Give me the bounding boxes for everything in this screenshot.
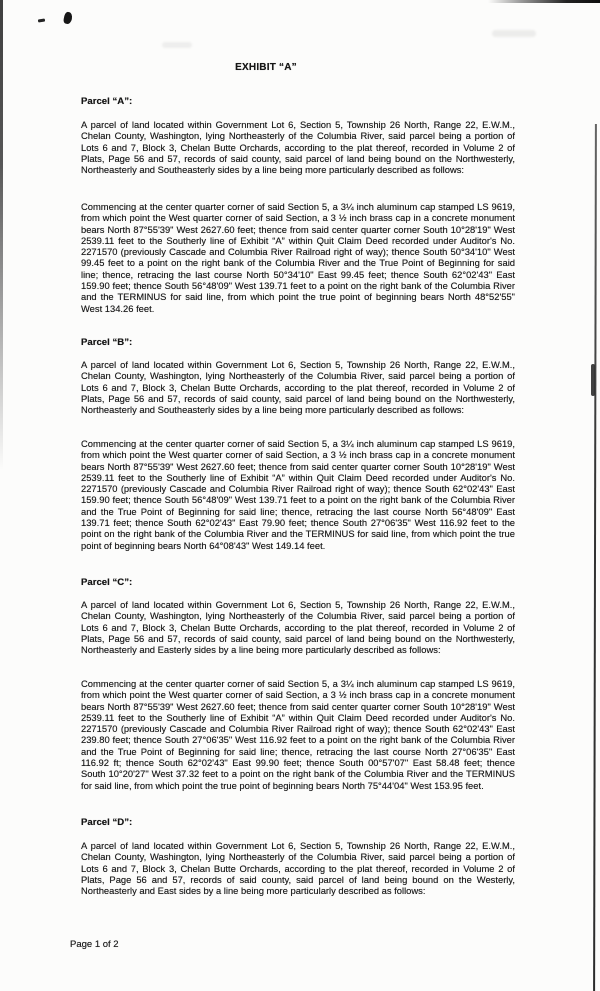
- page-number: Page 1 of 2: [70, 939, 119, 950]
- scan-smudge: [162, 42, 192, 48]
- parcel-a-paragraph-1: A parcel of land located within Government Lot 6, Section 5, Township 26 North, Range 22, E.W.M., Chelan County, Washington, lying Northeasterly of the Columbia River, said parcel being a portion of Lots 6 and 7, Block 3, Chelan Butte Orchards, according to the plat thereof, recorded in Volume 2 of Plats, Page 56 and 57, records of said county, said parcel of land being bound on the Northwesterly, Northeasterly and Southeasterly sides by a line being more particularly described as follows:: [81, 119, 515, 176]
- parcel-c-heading: Parcel “C”:: [81, 577, 133, 588]
- pen-mark-blob: [63, 11, 73, 24]
- parcel-a-paragraph-2: Commencing at the center quarter corner of said Section 5, a 3¼ inch aluminum cap stamped LS 9619, from which point the West quarter corner of said Section, a 3 ½ inch brass cap in a concrete monument bears North 87°55'39" West 2627.60 feet; thence from said center quarter corner South 10°28'19" West 2539.11 feet to the Southerly line of Exhibit “A” within Quit Claim Deed recorded under Auditor's No. 2271570 (previously Cascade and Columbia River Railroad right of way); thence South 50°34'10" West 99.45 feet to a point on the right bank of the Columbia River and the True Point of Beginning for said line; thence, retracing the last course North 50°34'10" East 99.45 feet; thence South 62°02'43" East 159.90 feet; thence South 56°48'09" West 139.71 feet to a point on the right bank of the Columbia River and the TERMINUS for said line, from which point the true point of beginning bears North 48°52'55" West 134.26 feet.: [81, 201, 515, 314]
- parcel-a-heading: Parcel “A”:: [81, 96, 133, 107]
- document-title: EXHIBIT “A”: [235, 62, 297, 73]
- parcel-b-heading: Parcel “B”:: [81, 337, 133, 348]
- parcel-c-paragraph-2: Commencing at the center quarter corner of said Section 5, a 3¼ inch aluminum cap stamped LS 9619, from which point the West quarter corner of said Section, a 3 ½ inch brass cap in a concrete monument bears North 87°55'39" West 2627.60 feet; thence from said center quarter corner South 10°28'19" West 2539.11 feet to the Southerly line of Exhibit “A” within Quit Claim Deed recorded under Auditor's No. 2271570 (previously Cascade and Columbia River Railroad right of way); thence South 62°02'43" East 239.80 feet; thence South 27°06'35" West 116.92 feet to a point on the right bank of the Columbia River and the True Point of Beginning for said line; thence, retracing the last course North 27°06'35" East 116.92 ft; thence South 62°02'43" East 99.90 feet; thence South 00°57'07" East 58.48 feet; thence South 10°20'27" West 37.32 feet to a point on the right bank of the Columbia River and the TERMINUS for said line, from which point the true point of beginning bears North 75°44'04" West 153.95 feet.: [81, 678, 515, 791]
- pen-mark-dash: [38, 19, 45, 23]
- parcel-c-paragraph-1: A parcel of land located within Government Lot 6, Section 5, Township 26 North, Range 22, E.W.M., Chelan County, Washington, lying Northeasterly of the Columbia River, said parcel being a portion of Lots 6 and 7, Block 3, Chelan Butte Orchards, according to the plat thereof, recorded in Volume 2 of Plats, Page 56 and 57, records of said county, said parcel of land being bound on the Northwesterly, Northeasterly and Easterly sides by a line being more particularly described as follows:: [81, 599, 515, 656]
- scan-smudge: [492, 30, 536, 37]
- parcel-b-paragraph-2: Commencing at the center quarter corner of said Section 5, a 3¼ inch aluminum cap stamped LS 9619, from which point the West quarter corner of said Section, a 3 ½ inch brass cap in a concrete monument bears North 87°55'39" West 2627.60 feet; thence from said center quarter corner South 10°28'19" West 2539.11 feet to the Southerly line of Exhibit “A” within Quit Claim Deed recorded under Auditor's No. 2271570 (previously Cascade and Columbia River Railroad right of way); thence South 62°02'43" East 159.90 feet; thence South 56°48'09" West 139.71 feet to a point on the right bank of the Columbia River and the True Point of Beginning for said line; thence, retracing the last course North 56°48'09" East 139.71 feet; thence South 62°02'43" East 79.90 feet; thence South 27°06'35" West 116.92 feet to the point on the right bank of the Columbia River and the TERMINUS for said line, from which point the true point of beginning bears North 64°08'43" West 149.14 feet.: [81, 438, 515, 551]
- scan-edge-top-right-band: [488, 0, 600, 3]
- parcel-b-paragraph-1: A parcel of land located within Government Lot 6, Section 5, Township 26 North, Range 22, E.W.M., Chelan County, Washington, lying Northeasterly of the Columbia River, said parcel being a portion of Lots 6 and 7, Block 3, Chelan Butte Orchards, according to the plat thereof, recorded in Volume 2 of Plats, Page 56 and 57, records of said county, said parcel of land being bound on the Northwesterly, Northeasterly and Southeasterly sides by a line being more particularly described as follows:: [81, 359, 515, 416]
- scan-edge-right-blotch: [591, 364, 595, 396]
- scan-edge-right-line: [593, 124, 597, 991]
- scan-edge-left-strip: [0, 0, 3, 470]
- parcel-d-heading: Parcel “D”:: [81, 817, 133, 828]
- parcel-d-paragraph-1: A parcel of land located within Government Lot 6, Section 5, Township 26 North, Range 22, E.W.M., Chelan County, Washington, lying Northeasterly of the Columbia River, said parcel being a portion of Lots 6 and 7, Block 3, Chelan Butte Orchards, according to the plat thereof, recorded in Volume 2 of Plats, Page 56 and 57, records of said county, said parcel of land being bound on the Westerly, Northeasterly and East sides by a line being more particularly described as follows:: [81, 840, 515, 897]
